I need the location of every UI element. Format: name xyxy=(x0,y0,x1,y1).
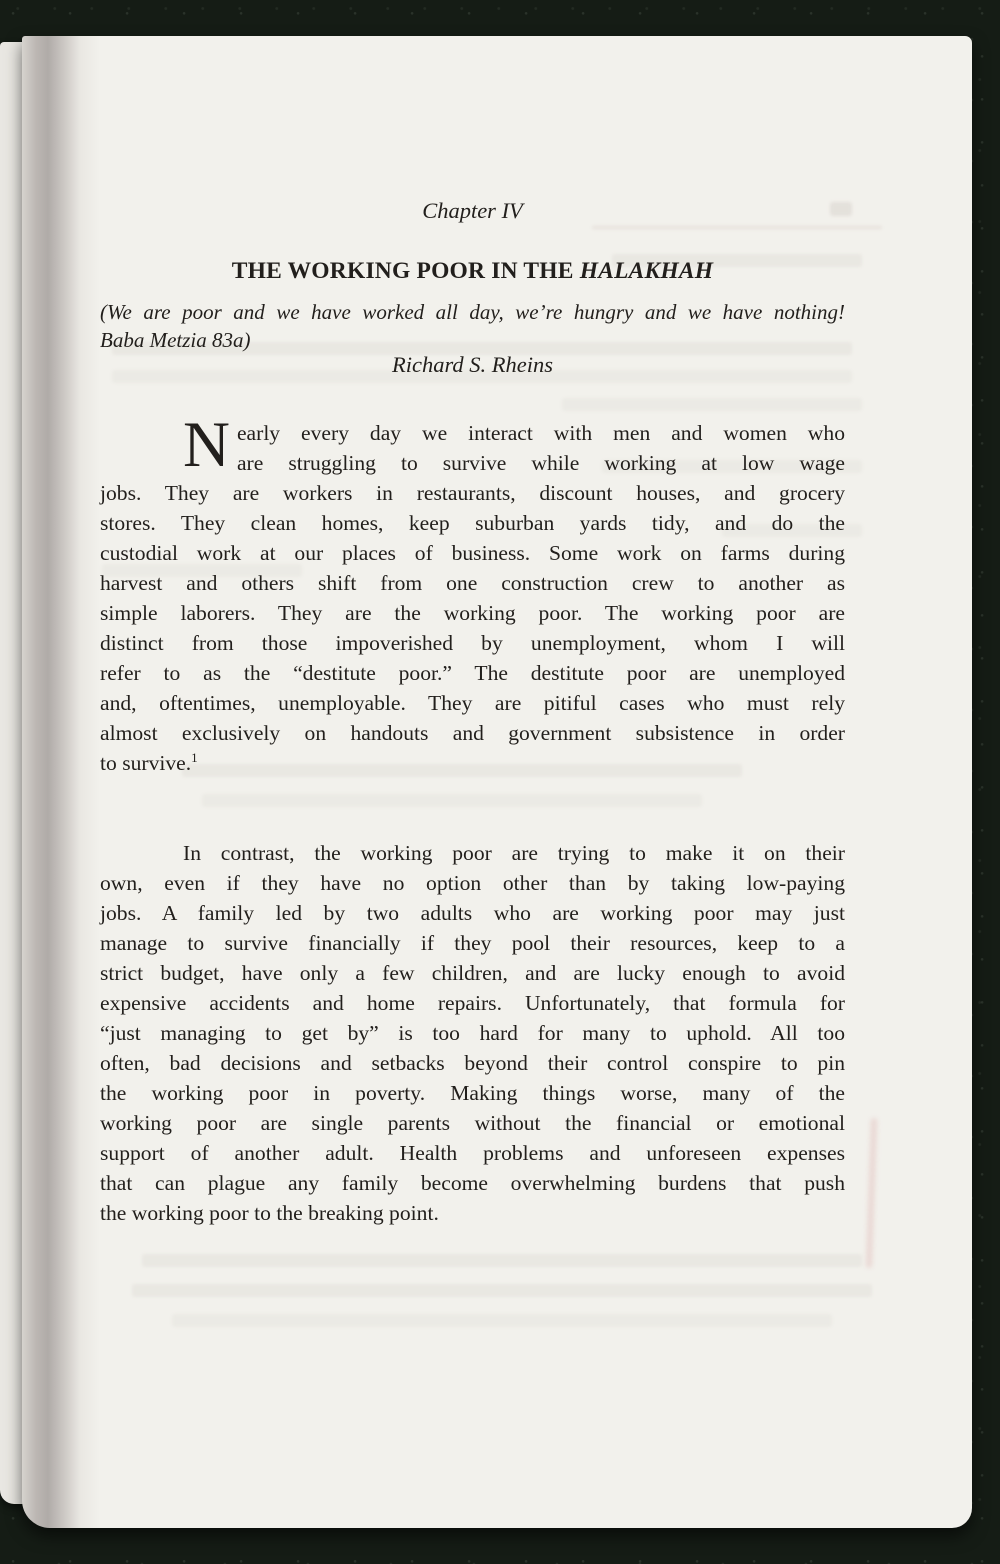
article-title xyxy=(100,258,845,285)
paragraph-2 xyxy=(100,838,845,1228)
text-line: distinct from those impoverished by unemployment, whom I will xyxy=(100,631,845,655)
text-line: are struggling to survive while working at low wage xyxy=(236,451,845,475)
dropcap-initial: N xyxy=(183,409,230,481)
text-line: In contrast, the working poor are trying to make it on their xyxy=(183,841,845,865)
text-line: manage to survive financially if they pool their resources, keep to a xyxy=(100,931,845,955)
paragraph-1 xyxy=(100,409,845,778)
text-line: the working poor in poverty. Making things worse, many of the xyxy=(100,1081,845,1105)
text-line: custodial work at our places of business. Some work on farms during xyxy=(100,541,845,565)
chapter-heading: Chapter IV xyxy=(422,198,523,223)
text-line: stores. They clean homes, keep suburban yards tidy, and do the xyxy=(100,511,845,535)
text-line: simple laborers. They are the working poor. The working poor are xyxy=(100,601,845,625)
text-line: often, bad decisions and setbacks beyond their control conspire to pin xyxy=(100,1051,845,1075)
text-line: to survive.$^1$ xyxy=(100,749,198,775)
text-line: own, even if they have no option other than by taking low-paying xyxy=(100,871,845,895)
text-line: “just managing to get by” is too hard for many to uphold. All too xyxy=(100,1021,845,1045)
article-title-roman: THE WORKING POOR IN THE xyxy=(231,258,580,284)
text-line: jobs. A family led by two adults who are working poor may just xyxy=(100,901,845,925)
text-line: support of another adult. Health problems and unforeseen expenses xyxy=(100,1141,845,1165)
text-line: that can plague any family become overwhelming burdens that push xyxy=(100,1171,845,1195)
epigraph-line-2: Baba Metzia 83a) xyxy=(100,328,251,352)
text-line: the working poor to the breaking point. xyxy=(100,1201,439,1225)
author-byline: Richard S. Rheins xyxy=(391,352,553,377)
text-line: working poor are single parents without the financial or emotional xyxy=(100,1111,845,1135)
article-title-italic: HALAKHAH xyxy=(579,258,714,284)
text-line: jobs. They are workers in restaurants, discount houses, and grocery xyxy=(100,481,845,505)
text-line: harvest and others shift from one construction crew to another as xyxy=(100,571,845,595)
epigraph-line-1: (We are poor and we have worked all day, we’re hungry and we have nothing! xyxy=(100,300,845,324)
text-line: strict budget, have only a few children, and are lucky enough to avoid xyxy=(100,961,845,985)
book-page xyxy=(22,36,972,1528)
epigraph xyxy=(100,298,845,354)
page-content xyxy=(100,36,845,1528)
text-line: expensive accidents and home repairs. Unfortunately, that formula for xyxy=(100,991,845,1015)
footnote-marker: 1 xyxy=(191,749,198,765)
text-line: refer to as the “destitute poor.” The destitute poor are unemployed xyxy=(100,661,845,685)
text-line: almost exclusively on handouts and government subsistence in order xyxy=(100,721,845,745)
text-line: early every day we interact with men and women who xyxy=(236,421,845,445)
pink-streak-artifact xyxy=(865,1118,877,1268)
text-line: and, oftentimes, unemployable. They are pitiful cases who must rely xyxy=(100,691,845,715)
